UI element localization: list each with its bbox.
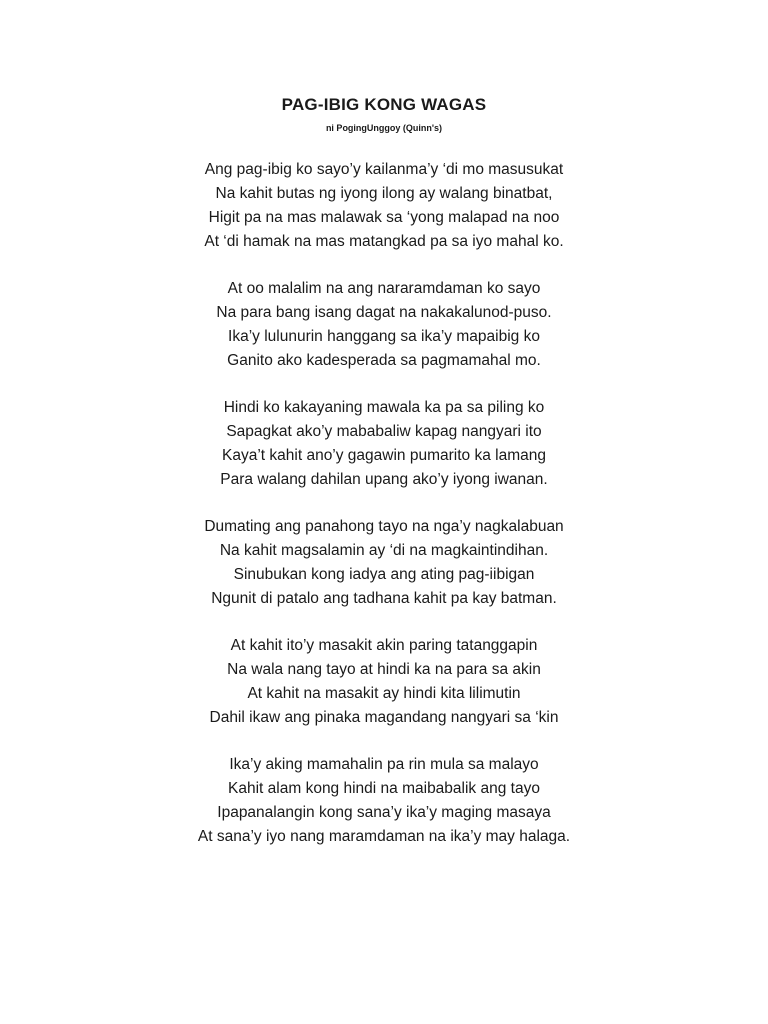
stanza-1: [0, 158, 768, 254]
stanza-3: [0, 396, 768, 492]
poem-line: Sapagkat ako’y mababaliw kapag nangyari ito: [226, 423, 542, 440]
poem-line: Higit pa na mas malawak sa ‘yong malapad na noo: [208, 209, 560, 226]
poem-line: At ‘di hamak na mas matangkad pa sa iyo mahal ko.: [204, 233, 564, 250]
poem-line: Na kahit magsalamin ay ‘di na magkaintindihan.: [219, 542, 549, 559]
poem-line: Ika’y aking mamahalin pa rin mula sa malayo: [229, 756, 539, 773]
poem-line: Sinubukan kong iadya ang ating pag-iibigan: [233, 566, 535, 583]
poem-author: ni PogingUnggoy (Quinn's): [325, 123, 443, 133]
poem-line: Na para bang isang dagat na nakakalunod-puso.: [216, 304, 552, 321]
poem-line: Na wala nang tayo at hindi ka na para sa akin: [227, 661, 541, 678]
poem-line: Ngunit di patalo ang tadhana kahit pa kay batman.: [211, 590, 557, 607]
poem-line: Ang pag-ibig ko sayo’y kailanma’y ‘di mo masusukat: [204, 161, 564, 178]
poem-line: At kahit na masakit ay hindi kita lilimutin: [247, 685, 521, 702]
poem-line: Dumating ang panahong tayo na nga’y nagkalabuan: [204, 518, 564, 535]
stanza-4: [0, 515, 768, 611]
poem-line: Ipapanalangin kong sana’y ika’y maging masaya: [217, 804, 551, 821]
poem-line: At sana’y iyo nang maramdaman na ika’y may halaga.: [197, 828, 571, 845]
stanza-5: [0, 634, 768, 730]
poem-line: Ganito ako kadesperada sa pagmamahal mo.: [227, 352, 541, 369]
poem-line: Na kahit butas ng iyong ilong ay walang binatbat,: [215, 185, 553, 202]
poem-line: At oo malalim na ang nararamdaman ko sayo: [227, 280, 541, 297]
poem-line: Para walang dahilan upang ako’y iyong iwanan.: [220, 471, 548, 488]
poem-line: Dahil ikaw ang pinaka magandang nangyari sa ‘kin: [209, 709, 559, 726]
poem-body: [0, 158, 768, 872]
stanza-6: [0, 753, 768, 849]
poem-line: Hindi ko kakayaning mawala ka pa sa piling ko: [223, 399, 545, 416]
stanza-2: [0, 277, 768, 373]
poem-title: PAG-IBIG KONG WAGAS: [281, 95, 487, 114]
poem-line: Ika’y lulunurin hanggang sa ika’y mapaibig ko: [228, 328, 540, 345]
poem-line: Kaya’t kahit ano’y gagawin pumarito ka lamang: [222, 447, 546, 464]
poem-line: Kahit alam kong hindi na maibabalik ang tayo: [228, 780, 540, 797]
poem-line: At kahit ito’y masakit akin paring tatanggapin: [230, 637, 538, 654]
